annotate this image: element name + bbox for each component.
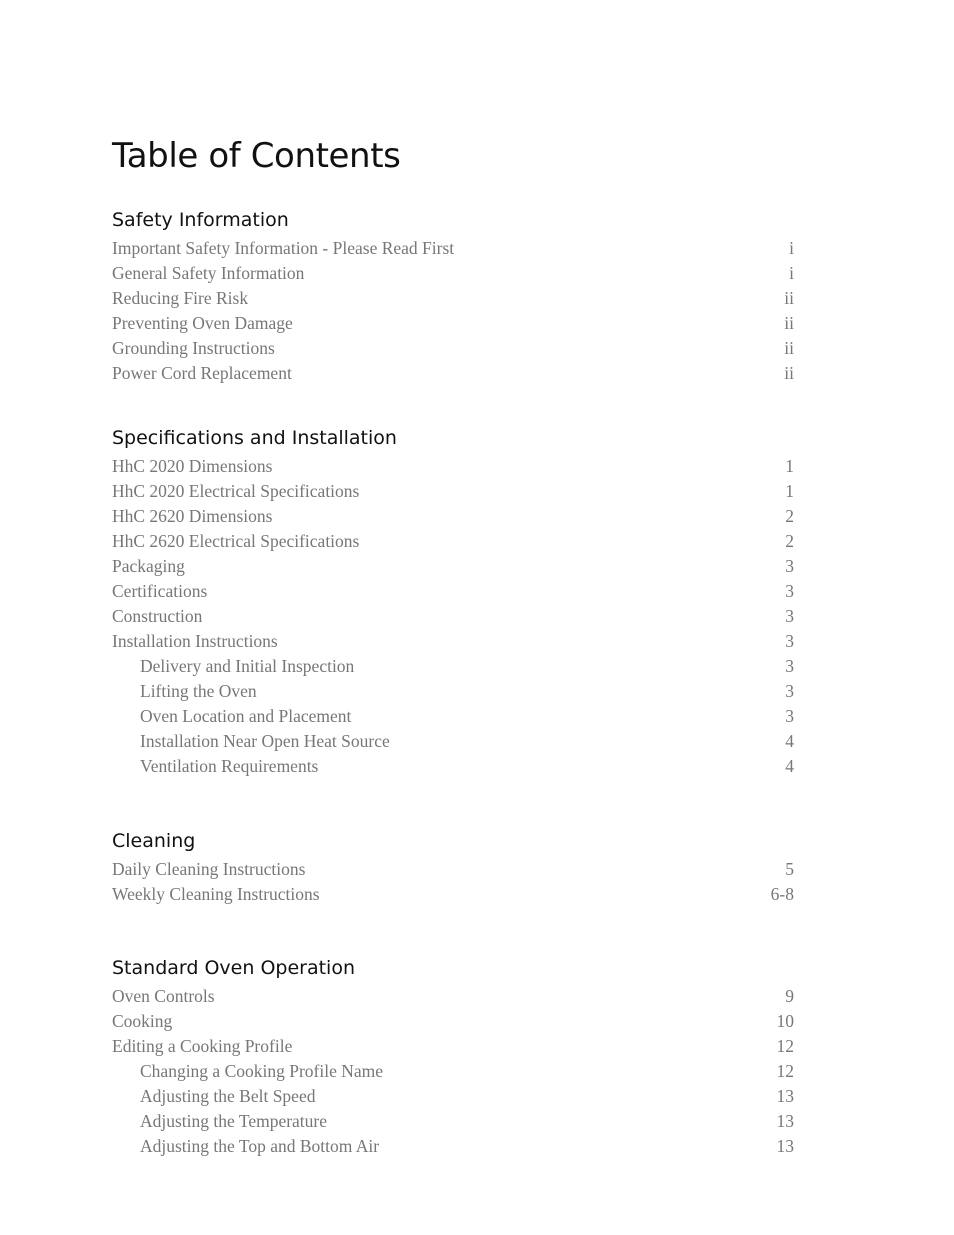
toc-entry bbox=[112, 336, 794, 361]
entry-title: Oven Controls bbox=[112, 986, 215, 1006]
entry-page-number: 5 bbox=[785, 859, 794, 879]
entry-title: Important Safety Information - Please Read First bbox=[112, 238, 455, 258]
entry-page-number: i bbox=[789, 263, 794, 283]
section-heading: Standard Oven Operation bbox=[112, 957, 356, 979]
toc-subentry bbox=[112, 729, 794, 754]
section-safety-information bbox=[112, 204, 794, 386]
entry-page-number: i bbox=[789, 238, 794, 258]
toc-entry bbox=[112, 1009, 794, 1034]
entry-list bbox=[112, 454, 794, 779]
toc-entry bbox=[112, 311, 794, 336]
toc-subentry bbox=[112, 1084, 794, 1109]
entry-page-number: ii bbox=[784, 288, 794, 308]
entry-title: Grounding Instructions bbox=[112, 338, 275, 358]
entry-title: Oven Location and Placement bbox=[140, 706, 352, 726]
toc-entry bbox=[112, 882, 794, 907]
entry-page-number: ii bbox=[784, 363, 794, 383]
entry-title: HhC 2620 Electrical Specifications bbox=[112, 531, 360, 551]
toc-entry bbox=[112, 629, 794, 654]
entry-page-number: 12 bbox=[776, 1061, 794, 1081]
toc-subentry bbox=[112, 1134, 794, 1159]
entry-title: Ventilation Requirements bbox=[140, 756, 319, 776]
entry-list bbox=[112, 236, 794, 386]
entry-page-number: 3 bbox=[785, 681, 794, 701]
toc-entry bbox=[112, 1034, 794, 1059]
toc-entry bbox=[112, 361, 794, 386]
toc-subentry bbox=[112, 1059, 794, 1084]
toc-entry bbox=[112, 504, 794, 529]
entry-page-number: 13 bbox=[776, 1111, 794, 1131]
entry-list bbox=[112, 984, 794, 1159]
entry-title: Installation Instructions bbox=[112, 631, 278, 651]
entry-list bbox=[112, 857, 794, 907]
toc-entry bbox=[112, 479, 794, 504]
toc-entry bbox=[112, 454, 794, 479]
entry-title: Adjusting the Belt Speed bbox=[140, 1086, 316, 1106]
entry-title: Lifting the Oven bbox=[140, 681, 257, 701]
toc-subentry bbox=[112, 1109, 794, 1134]
toc-subentry bbox=[112, 654, 794, 679]
toc-entry bbox=[112, 261, 794, 286]
entry-page-number: ii bbox=[784, 338, 794, 358]
entry-title: HhC 2020 Dimensions bbox=[112, 456, 273, 476]
entry-title: Changing a Cooking Profile Name bbox=[140, 1061, 384, 1081]
toc-entry bbox=[112, 286, 794, 311]
entry-title: Preventing Oven Damage bbox=[112, 313, 293, 333]
entry-title: Editing a Cooking Profile bbox=[112, 1036, 293, 1056]
entry-page-number: 3 bbox=[785, 706, 794, 726]
section-specifications-installation bbox=[112, 422, 794, 779]
toc-entry bbox=[112, 984, 794, 1009]
toc-entry bbox=[112, 529, 794, 554]
entry-title: Installation Near Open Heat Source bbox=[140, 731, 390, 751]
entry-page-number: 10 bbox=[776, 1011, 794, 1031]
entry-page-number: 12 bbox=[776, 1036, 794, 1056]
entry-page-number: 3 bbox=[785, 581, 794, 601]
section-standard-oven-operation bbox=[112, 952, 794, 1159]
toc-entry bbox=[112, 604, 794, 629]
entry-title: Cooking bbox=[112, 1011, 173, 1031]
toc-subentry bbox=[112, 704, 794, 729]
toc-entry bbox=[112, 236, 794, 261]
entry-page-number: 2 bbox=[785, 531, 794, 551]
entry-title: Weekly Cleaning Instructions bbox=[112, 884, 320, 904]
entry-title: Adjusting the Top and Bottom Air bbox=[140, 1136, 380, 1156]
entry-title: General Safety Information bbox=[112, 263, 305, 283]
toc-entry bbox=[112, 579, 794, 604]
entry-page-number: 2 bbox=[785, 506, 794, 526]
entry-page-number: 6-8 bbox=[770, 884, 794, 904]
entry-page-number: 1 bbox=[785, 481, 794, 501]
entry-page-number: 3 bbox=[785, 556, 794, 576]
toc-subentry bbox=[112, 679, 794, 704]
entry-page-number: 1 bbox=[785, 456, 794, 476]
entry-page-number: 3 bbox=[785, 656, 794, 676]
section-cleaning bbox=[112, 825, 794, 907]
section-heading: Specifications and Installation bbox=[112, 427, 397, 449]
entry-page-number: ii bbox=[784, 313, 794, 333]
section-heading: Safety Information bbox=[112, 209, 289, 231]
entry-page-number: 13 bbox=[776, 1086, 794, 1106]
page-title: Table of Contents bbox=[112, 136, 401, 176]
section-heading: Cleaning bbox=[112, 830, 196, 852]
entry-title: Certifications bbox=[112, 581, 208, 601]
entry-page-number: 9 bbox=[785, 986, 794, 1006]
toc-entry bbox=[112, 857, 794, 882]
entry-title: Construction bbox=[112, 606, 203, 626]
entry-page-number: 3 bbox=[785, 606, 794, 626]
entry-title: Adjusting the Temperature bbox=[140, 1111, 328, 1131]
entry-title: HhC 2620 Dimensions bbox=[112, 506, 273, 526]
toc-subentry bbox=[112, 754, 794, 779]
entry-page-number: 13 bbox=[776, 1136, 794, 1156]
toc-entry bbox=[112, 554, 794, 579]
entry-title: Delivery and Initial Inspection bbox=[140, 656, 355, 676]
entry-title: HhC 2020 Electrical Specifications bbox=[112, 481, 360, 501]
entry-page-number: 4 bbox=[785, 756, 794, 776]
entry-title: Daily Cleaning Instructions bbox=[112, 859, 306, 879]
entry-page-number: 4 bbox=[785, 731, 794, 751]
entry-title: Power Cord Replacement bbox=[112, 363, 292, 383]
entry-title: Packaging bbox=[112, 556, 185, 576]
entry-title: Reducing Fire Risk bbox=[112, 288, 249, 308]
entry-page-number: 3 bbox=[785, 631, 794, 651]
